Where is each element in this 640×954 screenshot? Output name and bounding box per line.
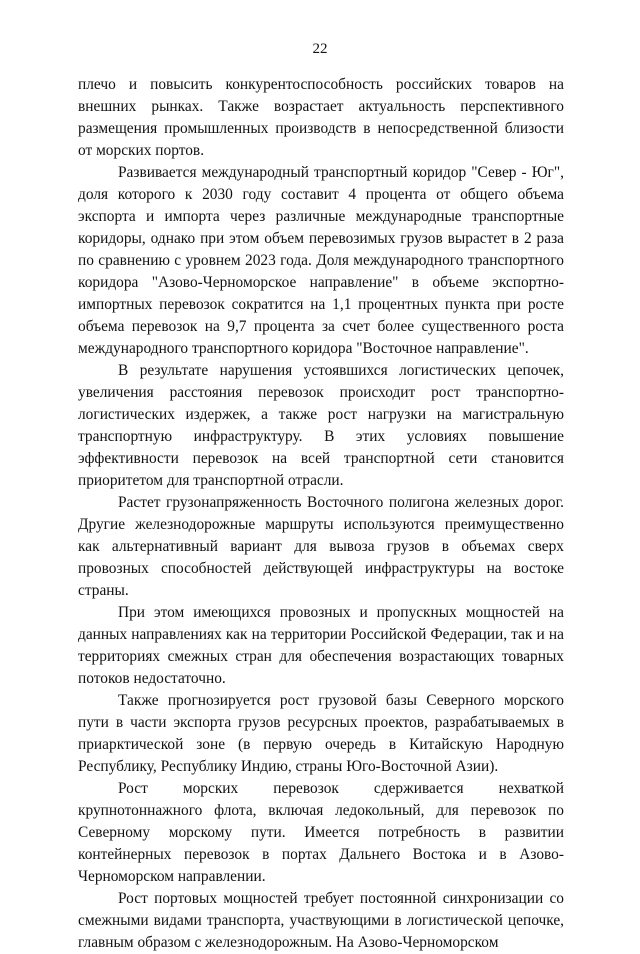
paragraph-sea-transport: Рост морских перевозок сдерживается нехваткой крупнотоннажного флота, включая ледокольный, для перевозок по Северному морскому пути. Имеется потребность в развитии контейнерных перевозок в портах Дальнего Востока и в Азово-Черноморском направлении. [78,780,564,885]
paragraph-continued: плечо и повысить конкурентоспособность российских товаров на внешних рынках. Также возрастает актуальность перспективного размещения промышленных производств в непосредственной близости от морских портов. [78,76,564,159]
paragraph-eastern-polygon: Растет грузонапряженность Восточного полигона железных дорог. Другие железнодорожные маршруты используются преимущественно как альтернативный вариант для вывоза грузов в объемах сверх провозных способностей действующей инфраструктуры на востоке страны. [78,494,564,599]
paragraph-logistics-disruption: В результате нарушения устоявшихся логистических цепочек, увеличения расстояния перевозок происходит рост транспортно-логистических издержек, а также рост нагрузки на магистральную транспортную инфраструктуру. В этих условиях повышение эффективности перевозок на всей транспортной сети становится приоритетом для транспортной отрасли. [78,362,564,489]
paragraph-port-capacity: Рост портовых мощностей требует постоянной синхронизации со смежными видами транспорта, участвующими в логистической цепочке, главным образом с железнодорожным. На Азово-Черноморском [78,890,564,951]
paragraph-northern-sea-route: Также прогнозируется рост грузовой базы Северного морского пути в части экспорта грузов ресурсных проектов, разрабатываемых в приарктической зоне (в первую очередь в Китайскую Народную Республику, Республику Индию, страны Юго-Восточной Азии). [78,692,564,775]
document-body [78,74,564,954]
page-number: 22 [312,41,328,57]
paragraph-north-south-corridor: Развивается международный транспортный коридор "Север - Юг", доля которого к 2030 году составит 4 процента от общего объема экспорта и импорта через различные международные транспортные коридоры, однако при этом объем перевозимых грузов вырастет в 2 раза по сравнению с уровнем 2023 года. Доля международного транспортного коридора "Азово-Черноморское направление" в объеме экспортно-импортных перевозок сократится на 1,1 процентных пункта при росте объема перевозок на 9,7 процента за счет более существенного роста международного транспортного коридора "Восточное направление". [78,164,564,357]
paragraph-capacity-shortage: При этом имеющихся провозных и пропускных мощностей на данных направлениях как на территории Российской Федерации, так и на территориях смежных стран для обеспечения возрастающих товарных потоков недостаточно. [78,604,564,687]
